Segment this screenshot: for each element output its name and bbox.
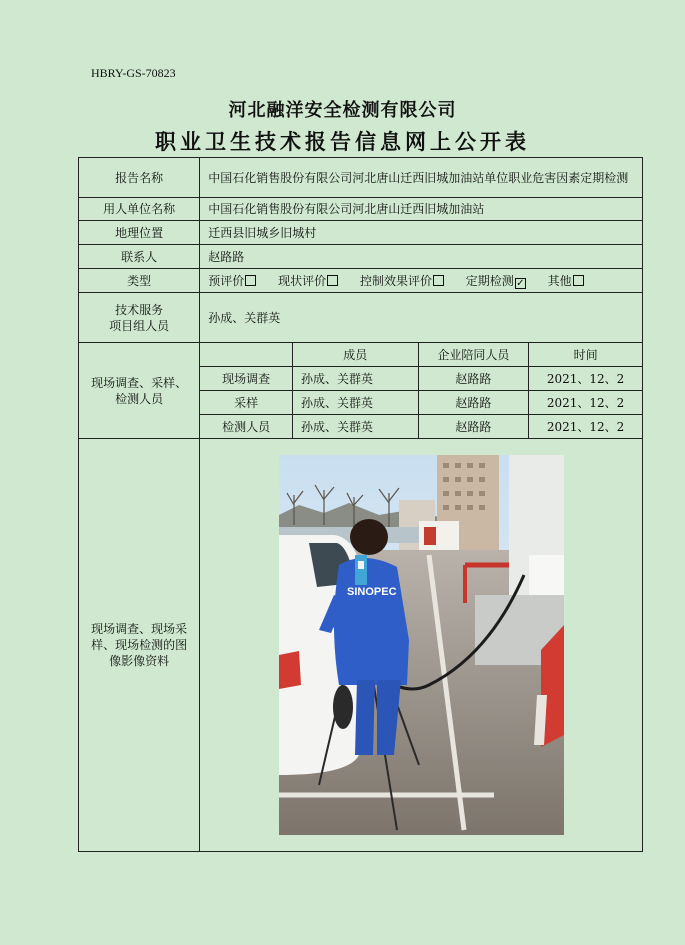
contact-value: 赵路路: [200, 245, 643, 269]
type-label: 类型: [79, 269, 200, 293]
row-employer: [79, 198, 643, 221]
field-company: 赵路路: [418, 415, 529, 439]
photo-cell: [200, 439, 643, 852]
project-team-label-line1: 技术服务: [115, 302, 164, 317]
type-option-label: 其他: [547, 273, 572, 288]
checkbox-icon: [573, 275, 584, 286]
field-members: 孙成、关群英: [292, 391, 418, 415]
employer-value: 中国石化销售股份有限公司河北唐山迁西旧城加油站: [200, 198, 643, 221]
checkbox-icon: [245, 275, 256, 286]
field-date: 2021、12、2: [529, 391, 643, 415]
field-date: 2021、12、2: [529, 367, 643, 391]
location-label: 地理位置: [79, 221, 200, 245]
field-header-company: 企业陪同人员: [418, 343, 529, 367]
type-option-other: [548, 274, 584, 288]
type-option-label: 定期检测: [465, 273, 514, 288]
type-option-pre-evaluation: [208, 274, 256, 288]
type-option-label: 现状评价: [278, 273, 327, 288]
field-header-date: 时间: [529, 343, 643, 367]
photo-label-line1: 现场调查、现场采: [91, 622, 188, 636]
uniform-logo-text: SINOPEC: [346, 586, 397, 598]
project-team-label-line2: 项目组人员: [109, 318, 170, 333]
report-name-label: 报告名称: [79, 158, 200, 198]
field-item: 采样: [200, 391, 293, 415]
type-option-control-effect: [360, 274, 444, 288]
row-contact: [79, 245, 643, 269]
type-option-current-evaluation: [278, 274, 338, 288]
field-item: 检测人员: [200, 415, 293, 439]
row-location: [79, 221, 643, 245]
field-members: 孙成、关群英: [292, 415, 418, 439]
field-header-blank: [200, 343, 293, 367]
disclosure-table: [78, 157, 643, 852]
row-type: [79, 269, 643, 293]
checked-checkbox-icon: ✓: [516, 277, 525, 289]
document-id: HBRY-GS-70823: [91, 66, 176, 80]
field-company: 赵路路: [418, 391, 529, 415]
site-inspection-photo: [279, 455, 564, 835]
field-header-row: [79, 343, 643, 367]
photo-label: [79, 439, 200, 852]
type-options: [200, 269, 643, 293]
location-value: 迁西县旧城乡旧城村: [200, 221, 643, 245]
photo-label-line2: 样、现场检测的图: [91, 638, 188, 652]
field-header-members: 成员: [292, 343, 418, 367]
report-name-value: 中国石化销售股份有限公司河北唐山迁西旧城加油站单位职业危害因素定期检测: [200, 158, 643, 198]
checkbox-icon: [327, 275, 338, 286]
field-staff-label-line2: 检测人员: [115, 391, 164, 406]
organization-name: 河北融洋安全检测有限公司: [228, 100, 457, 121]
field-members: 孙成、关群英: [292, 367, 418, 391]
employer-label: 用人单位名称: [79, 198, 200, 221]
checkbox-icon: [433, 275, 444, 286]
photo-label-line3: 像影像资料: [109, 654, 170, 668]
field-company: 赵路路: [418, 367, 529, 391]
type-option-label: 控制效果评价: [359, 273, 432, 288]
page-title: 职业卫生技术报告信息网上公开表: [155, 129, 530, 154]
contact-label: 联系人: [79, 245, 200, 269]
type-option-label: 预评价: [208, 273, 245, 288]
field-staff-label-line1: 现场调查、采样、: [91, 375, 188, 390]
field-item: 现场调查: [200, 367, 293, 391]
project-team-label: [79, 293, 200, 343]
field-staff-label: [79, 343, 200, 439]
project-team-value: 孙成、关群英: [200, 293, 643, 343]
row-project-team: [79, 293, 643, 343]
field-date: 2021、12、2: [529, 415, 643, 439]
row-report-name: [79, 158, 643, 198]
row-photo: [79, 439, 643, 852]
type-option-periodic-testing: [466, 274, 526, 288]
